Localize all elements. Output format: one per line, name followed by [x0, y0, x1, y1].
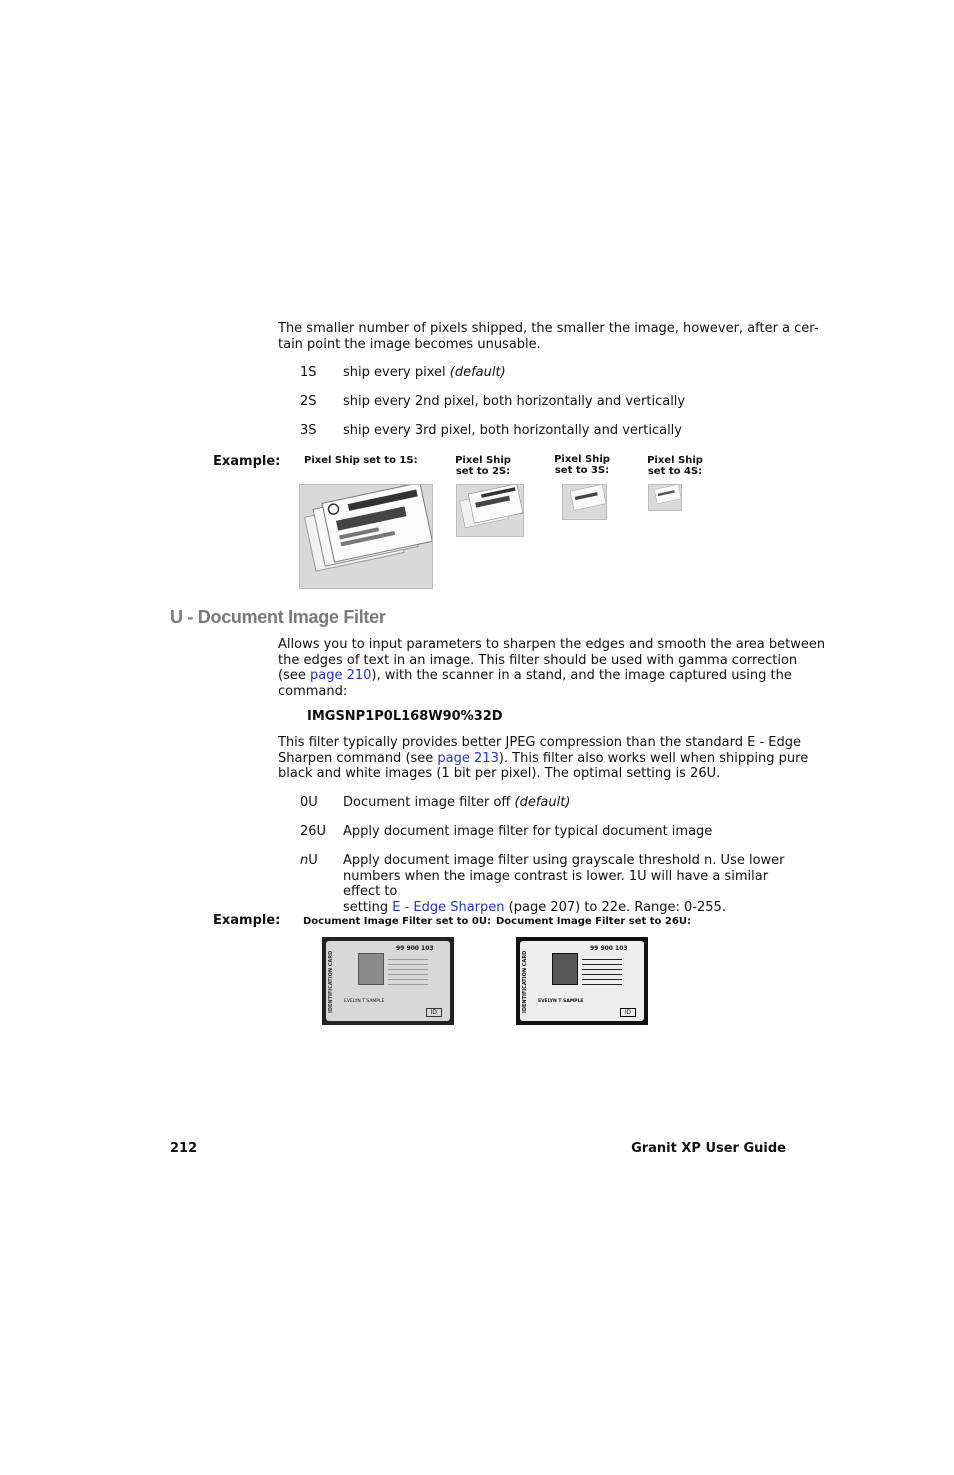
card-name: EVELYN T SAMPLE: [344, 999, 385, 1004]
pixel-ship-code: 3S: [300, 423, 317, 438]
pixel-ship-desc: ship every pixel (default): [343, 365, 506, 380]
ticket-image-2s: [456, 484, 524, 537]
pixel-ship-code: 1S: [300, 365, 317, 380]
filter-code: 26U: [300, 824, 327, 839]
caption-26u: Document Image Filter set to 26U:: [496, 916, 691, 927]
filter-desc: Document image filter off (default): [343, 795, 571, 810]
pixel-ship-desc: ship every 3rd pixel, both horizontally and vertically: [343, 423, 682, 438]
caption-2s: Pixel Ship set to 2S:: [455, 455, 511, 477]
pixel-ship-code: 2S: [300, 394, 317, 409]
caption-0u: Document Image Filter set to 0U:: [303, 916, 491, 927]
intro-paragraph: [278, 321, 819, 352]
id-card-image-26u: [516, 937, 648, 1025]
ticket-image-1s: [299, 484, 433, 589]
page-210-link[interactable]: page 210: [309, 668, 372, 684]
page-213-link[interactable]: page 213: [437, 750, 499, 766]
ticket-image-3s: [562, 484, 607, 520]
card-name: EVELYN T SAMPLE: [538, 999, 584, 1004]
caption-3s: Pixel Ship set to 3S:: [554, 454, 610, 476]
card-badge: ID: [620, 1008, 636, 1017]
filter-code: 0U: [300, 795, 318, 810]
card-title: IDENTIFICATION CARD: [522, 950, 528, 1013]
example-label: Example:: [213, 913, 281, 928]
card-title: IDENTIFICATION CARD: [328, 950, 334, 1013]
pixel-ship-desc: ship every 2nd pixel, both horizontally and vertically: [343, 394, 686, 409]
caption-4s: Pixel Ship set to 4S:: [647, 455, 703, 477]
command-text: IMGSNP1P0L168W90%32D: [307, 709, 503, 724]
card-badge: ID: [426, 1008, 442, 1017]
filter-desc: Apply document image filter for typical document image: [343, 824, 713, 839]
id-card-image-0u: [322, 937, 454, 1025]
intro-line: tain point the image becomes unusable.: [278, 336, 541, 352]
card-photo: [358, 953, 384, 985]
edge-sharpen-link[interactable]: E - Edge Sharpen: [392, 899, 505, 915]
filter-code: nU: [300, 853, 318, 868]
page-number: 212: [170, 1141, 198, 1156]
footer-title: Granit XP User Guide: [631, 1141, 786, 1156]
example-label: Example:: [213, 454, 281, 469]
intro-line: The smaller number of pixels shipped, the smaller the image, however, after a cer-: [278, 321, 819, 336]
card-number: 99 900 103: [396, 945, 434, 952]
card-number: 99 900 103: [590, 945, 628, 952]
ticket-image-4s: [648, 484, 682, 511]
filter-paragraph: Allows you to input parameters to sharpen the edges and smooth the area between the edges of text in an image. This filter should be used with gamma correction (see page 210), with the scanner in a stand, and the image captured using the command:: [278, 637, 826, 699]
jpeg-paragraph: This filter typically provides better JPEG compression than the standard E - Edge Sharpen command (see page 213). This filter also works well when shipping pure black and white images (1 bit per pixel). The optimal setting is 26U.: [278, 735, 809, 782]
filter-desc-nu: Apply document image filter using grayscale threshold n. Use lower numbers when the image contrast is lower. 1U will have a similar effect to setting E - Edge Sharpen (page 207) to 22e. Range: 0-255.: [343, 853, 785, 915]
section-heading: U - Document Image Filter: [170, 607, 386, 627]
caption-1s: Pixel Ship set to 1S:: [304, 455, 418, 466]
card-photo: [552, 953, 578, 985]
